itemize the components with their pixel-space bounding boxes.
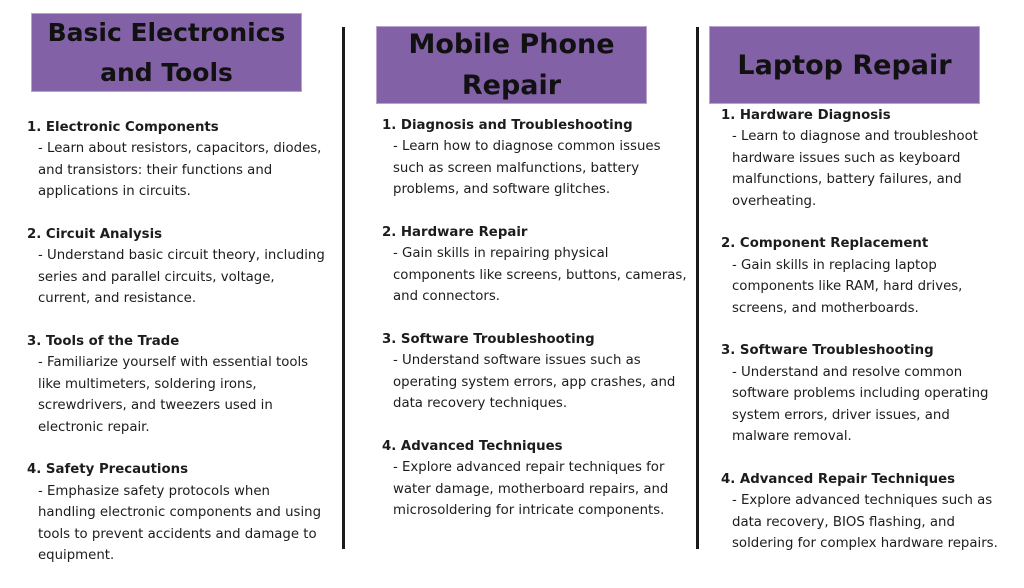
section: [27, 224, 327, 310]
section-title: 2. Circuit Analysis: [27, 227, 163, 243]
section-title: 1. Hardware Diagnosis: [721, 108, 891, 123]
column-divider: [342, 27, 345, 549]
section: [382, 222, 687, 308]
section: [27, 459, 327, 566]
section-title: 3. Tools of the Trade: [27, 334, 180, 350]
section-description: - Gain skills in repairing physical components like screens, buttons, cameras, and connectors.: [393, 246, 687, 305]
column-header-laptop-repair: Laptop Repair: [709, 26, 980, 104]
section-description: - Learn about resistors, capacitors, diodes, and transistors: their functions and applications in circuits.: [38, 141, 322, 200]
column-header-mobile-phone-repair: Mobile Phone Repair: [376, 26, 647, 104]
section-title: 1. Diagnosis and Troubleshooting: [382, 118, 633, 133]
section: [27, 331, 327, 438]
section: [382, 115, 687, 201]
section: [721, 469, 1011, 555]
section-title: 3. Software Troubleshooting: [382, 332, 595, 348]
section-description: - Understand software issues such as operating system errors, app crashes, and data recovery techniques.: [393, 353, 676, 412]
section-title: 1. Electronic Components: [27, 120, 219, 135]
section: [27, 117, 327, 203]
section-description: - Gain skills in replacing laptop components like RAM, hard drives, screens, and motherboards.: [732, 257, 963, 316]
section: [721, 233, 1011, 319]
section-description: - Familiarize yourself with essential tools like multimeters, soldering irons, screwdrivers, and tweezers used in electronic repair.: [38, 355, 309, 435]
section-description: - Explore advanced repair techniques for water damage, motherboard repairs, and microsoldering for intricate components.: [393, 460, 669, 519]
section: [721, 340, 1011, 447]
section-description: - Understand basic circuit theory, including series and parallel circuits, voltage, current, and resistance.: [38, 248, 325, 307]
section-description: - Learn to diagnose and troubleshoot hardware issues such as keyboard malfunctions, battery failures, and overheating.: [732, 129, 978, 209]
section-description: - Emphasize safety protocols when handling electronic components and using tools to prevent accidents and damage to equipment.: [38, 483, 322, 564]
section-description: - Explore advanced techniques such as data recovery, BIOS flashing, and soldering for complex hardware repairs.: [732, 493, 998, 552]
section-description: - Understand and resolve common software problems including operating system errors, driver issues, and malware removal.: [732, 364, 989, 445]
column-mobile-phone-repair: [382, 115, 687, 543]
section-title: 4. Advanced Techniques: [382, 439, 563, 455]
section-title: 2. Hardware Repair: [382, 225, 528, 241]
section-title: 4. Advanced Repair Techniques: [721, 471, 956, 487]
section: [721, 105, 1011, 212]
column-header-basic-electronics: Basic Electronics and Tools: [31, 13, 302, 92]
section-title: 4. Safety Precautions: [27, 462, 189, 478]
column-divider: [696, 27, 699, 549]
section: [382, 329, 687, 415]
column-basic-electronics: [27, 117, 327, 588]
section-description: - Learn how to diagnose common issues such as screen malfunctions, battery problems, and software glitches.: [393, 139, 661, 198]
column-laptop-repair: [721, 105, 1011, 576]
section-title: 3. Software Troubleshooting: [721, 343, 934, 359]
section-title: 2. Component Replacement: [721, 236, 929, 252]
section: [382, 436, 687, 522]
